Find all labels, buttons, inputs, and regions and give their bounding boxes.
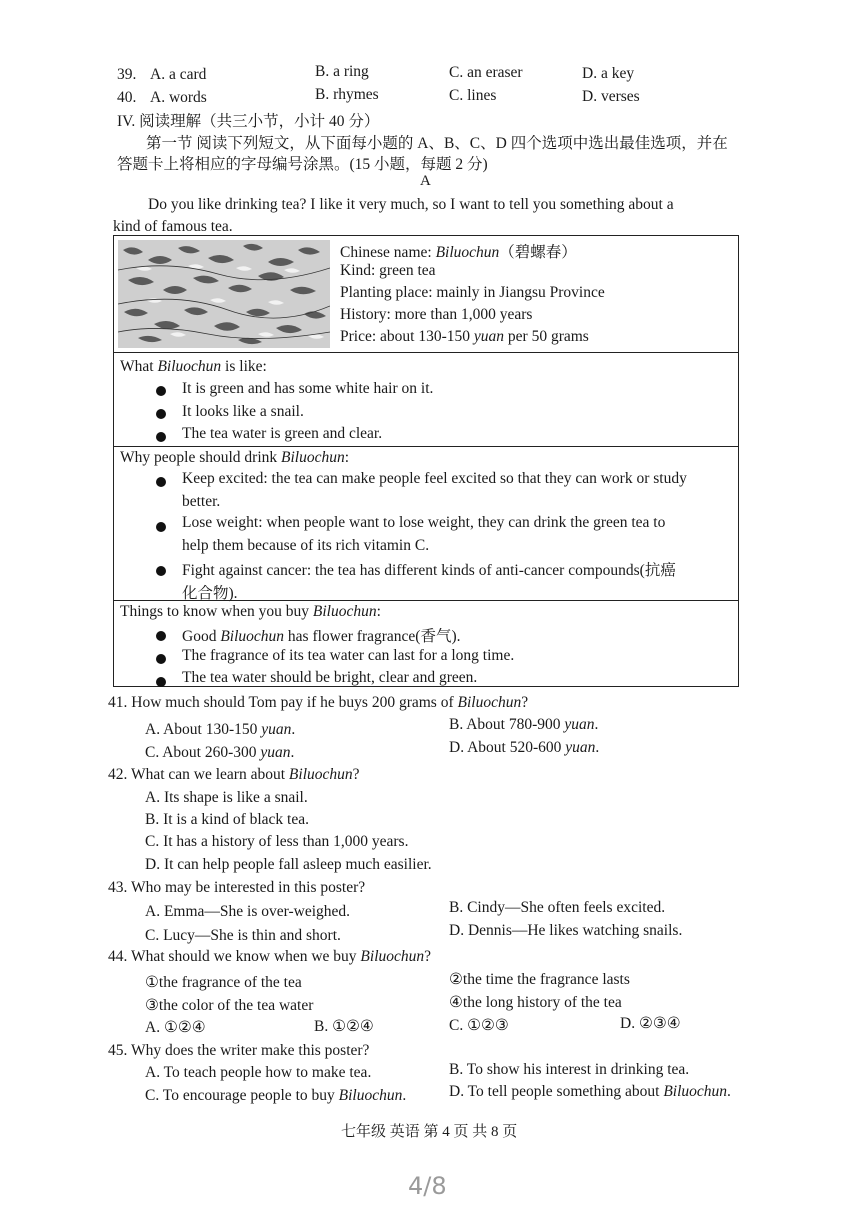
- q39-option-d: D. a key: [582, 65, 635, 82]
- q44-stem: 44. What should we know when we buy Biluochun?: [108, 948, 432, 965]
- section-instruction-2: 答题卡上将相应的字母编号涂黑。(15 小题，每题 2 分): [117, 156, 488, 173]
- divider-2: [114, 446, 738, 447]
- q43-option-c: C. Lucy—She is thin and short.: [145, 927, 341, 944]
- divider-1: [114, 352, 738, 353]
- bullet-icon: [156, 631, 166, 641]
- q44-option-b: B. ①②④: [314, 1018, 374, 1035]
- q41-option-c: C. About 260-300 yuan.: [145, 744, 295, 761]
- q45-option-a: A. To teach people how to make tea.: [145, 1064, 372, 1081]
- q44-option-a: A. ①②④: [145, 1019, 206, 1036]
- buy-bullet-3: The tea water should be bright, clear and green.: [182, 669, 478, 686]
- bullet-icon: [156, 386, 166, 396]
- intro-line-2: kind of famous tea.: [113, 218, 233, 235]
- bullet-icon: [156, 477, 166, 487]
- q43-stem: 43. Who may be interested in this poster?: [108, 879, 366, 896]
- q44-option-d: D. ②③④: [620, 1015, 681, 1032]
- intro-line-1: Do you like drinking tea? I like it very much, so I want to tell you something about a: [148, 196, 674, 213]
- bullet-icon: [156, 566, 166, 576]
- bullet-icon: [156, 409, 166, 419]
- q41-option-d: D. About 520-600 yuan.: [449, 739, 600, 756]
- like-bullet-1: It is green and has some white hair on it.: [182, 380, 434, 397]
- info-planting-place: Planting place: mainly in Jiangsu Province: [340, 284, 605, 301]
- like-bullet-2: It looks like a snail.: [182, 403, 304, 420]
- q42-option-a: A. Its shape is like a snail.: [145, 789, 308, 806]
- q44-item-2: ②the time the fragrance lasts: [449, 971, 630, 988]
- q42-option-d: D. It can help people fall asleep much easilier.: [145, 856, 432, 873]
- q40-option-c: C. lines: [449, 87, 497, 104]
- info-history: History: more than 1,000 years: [340, 306, 533, 323]
- q45-option-c: C. To encourage people to buy Biluochun.: [145, 1087, 407, 1104]
- q42-option-c: C. It has a history of less than 1,000 years.: [145, 833, 409, 850]
- q41-option-a: A. About 130-150 yuan.: [145, 721, 296, 738]
- why-heading: Why people should drink Biluochun:: [120, 449, 350, 466]
- why-bullet-2-line-2: help them because of its rich vitamin C.: [182, 537, 430, 554]
- passage-label: A: [420, 173, 431, 189]
- like-heading: What Biluochun is like:: [120, 358, 267, 375]
- info-chinese-name: Chinese name: Biluochun（碧螺春）: [340, 244, 577, 261]
- q42-stem: 42. What can we learn about Biluochun?: [108, 766, 360, 783]
- q44-item-3: ③the color of the tea water: [145, 997, 314, 1014]
- page-indicator: 4/8: [408, 1172, 447, 1200]
- q42-option-b: B. It is a kind of black tea.: [145, 811, 309, 828]
- q44-item-1: ①the fragrance of the tea: [145, 974, 302, 991]
- bullet-icon: [156, 432, 166, 442]
- like-bullet-3: The tea water is green and clear.: [182, 425, 383, 442]
- q45-stem: 45. Why does the writer make this poster?: [108, 1042, 370, 1059]
- q39-option-a: A. a card: [150, 66, 207, 83]
- q44-option-c: C. ①②③: [449, 1017, 509, 1034]
- why-bullet-3-line-2: 化合物).: [182, 585, 238, 602]
- bullet-icon: [156, 677, 166, 687]
- section-instruction-1: 第一节 阅读下列短文，从下面每小题的 A、B、C、D 四个选项中选出最佳选项，并在: [146, 135, 728, 152]
- q40-option-d: D. verses: [582, 88, 640, 105]
- q41-stem: 41. How much should Tom pay if he buys 200 grams of Biluochun?: [108, 694, 529, 711]
- why-bullet-2-line-1: Lose weight: when people want to lose weight, they can drink the green tea to: [182, 514, 666, 531]
- q39-number: 39.: [117, 66, 137, 83]
- bullet-icon: [156, 654, 166, 664]
- bullet-icon: [156, 522, 166, 532]
- q43-option-d: D. Dennis—He likes watching snails.: [449, 922, 683, 939]
- q40-option-b: B. rhymes: [315, 86, 379, 103]
- q39-option-c: C. an eraser: [449, 64, 523, 81]
- q45-option-d: D. To tell people something about Biluochun.: [449, 1083, 731, 1100]
- why-bullet-1-line-1: Keep excited: the tea can make people feel excited so that they can work or study: [182, 470, 687, 487]
- section-title: IV. 阅读理解（共三小节，小计 40 分）: [117, 113, 380, 130]
- buy-bullet-2: The fragrance of its tea water can last for a long time.: [182, 647, 515, 664]
- q41-option-b: B. About 780-900 yuan.: [449, 716, 599, 733]
- buy-bullet-1: Good Biluochun has flower fragrance(香气).: [182, 628, 461, 645]
- q44-item-4: ④the long history of the tea: [449, 994, 622, 1011]
- buy-heading: Things to know when you buy Biluochun:: [120, 603, 381, 620]
- why-bullet-3-line-1: Fight against cancer: the tea has different kinds of anti-cancer compounds(抗癌: [182, 562, 676, 579]
- q43-option-a: A. Emma—She is over-weighed.: [145, 903, 351, 920]
- info-price: Price: about 130-150 yuan per 50 grams: [340, 328, 589, 345]
- q45-option-b: B. To show his interest in drinking tea.: [449, 1061, 690, 1078]
- q43-option-b: B. Cindy—She often feels excited.: [449, 899, 666, 916]
- q40-number: 40.: [117, 89, 137, 106]
- q40-option-a: A. words: [150, 89, 207, 106]
- tea-leaves-photo: [118, 240, 330, 348]
- why-bullet-1-line-2: better.: [182, 493, 221, 510]
- page-footer: 七年级 英语 第 4 页 共 8 页: [341, 1124, 518, 1140]
- poster-box: [113, 235, 739, 687]
- q39-option-b: B. a ring: [315, 63, 369, 80]
- divider-3: [114, 600, 738, 601]
- info-kind: Kind: green tea: [340, 262, 436, 279]
